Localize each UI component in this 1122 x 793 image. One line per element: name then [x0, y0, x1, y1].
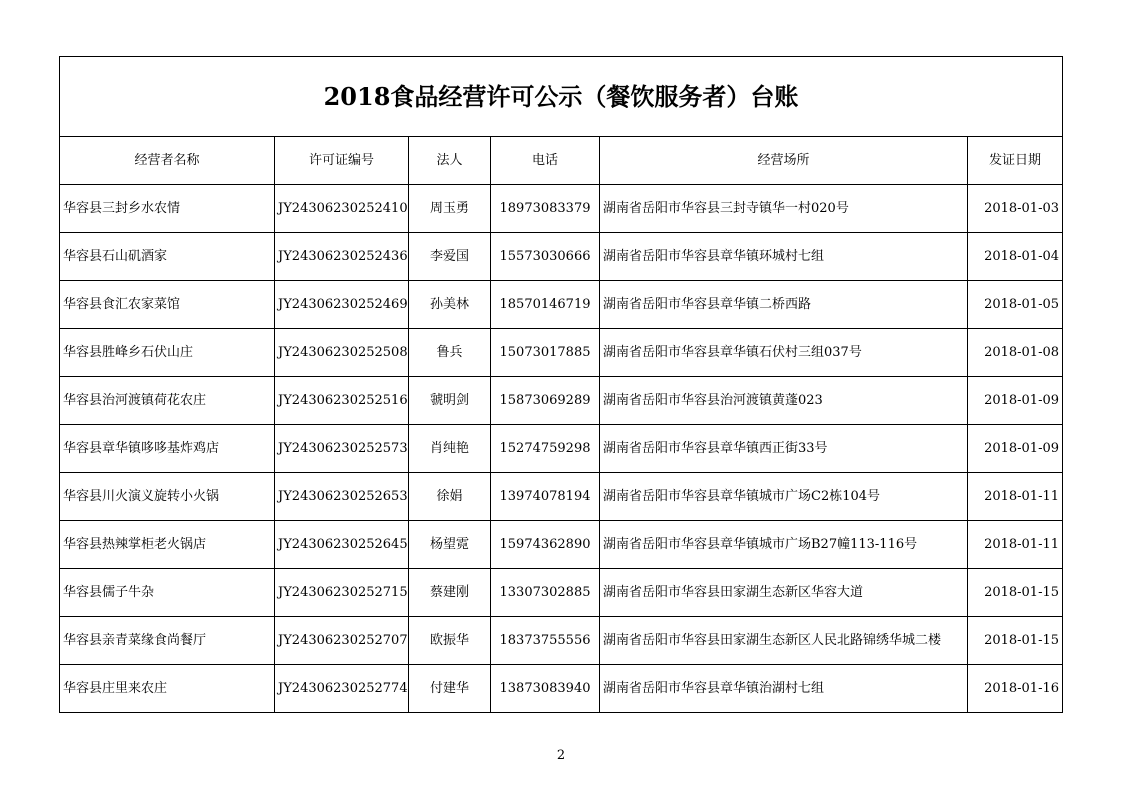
license-number-cell: JY24306230252436 — [275, 233, 409, 281]
document-title: 2018食品经营许可公示（餐饮服务者）台账 — [60, 57, 1063, 137]
business-address-cell: 湖南省岳阳市华容县田家湖生态新区华容大道 — [600, 569, 968, 617]
header-row — [60, 137, 1063, 185]
phone-cell: 15274759298 — [491, 425, 600, 473]
license-number-cell: JY24306230252508 — [275, 329, 409, 377]
page-number: 2 — [556, 748, 566, 763]
issue-date-cell: 2018-01-11 — [968, 473, 1063, 521]
business-address-cell: 湖南省岳阳市华容县章华镇治湖村七组 — [600, 665, 968, 713]
table-row — [60, 425, 1063, 473]
operator-name-cell: 华容县治河渡镇荷花农庄 — [60, 377, 275, 425]
issue-date-cell: 2018-01-15 — [968, 617, 1063, 665]
operator-name-cell: 华容县三封乡水农情 — [60, 185, 275, 233]
business-address-cell: 湖南省岳阳市华容县章华镇城市广场B27幢113-116号 — [600, 521, 968, 569]
issue-date-cell: 2018-01-16 — [968, 665, 1063, 713]
operator-name-cell: 华容县石山矶酒家 — [60, 233, 275, 281]
operator-name-cell: 华容县儒子牛杂 — [60, 569, 275, 617]
operator-name-cell: 华容县庄里来农庄 — [60, 665, 275, 713]
phone-cell: 13873083940 — [491, 665, 600, 713]
legal-person-cell: 付建华 — [409, 665, 491, 713]
business-address-cell: 湖南省岳阳市华容县三封寺镇华一村020号 — [600, 185, 968, 233]
issue-date-cell: 2018-01-09 — [968, 425, 1063, 473]
legal-person-cell: 杨望霓 — [409, 521, 491, 569]
table-row — [60, 185, 1063, 233]
table-row — [60, 473, 1063, 521]
legal-person-cell: 肖纯艳 — [409, 425, 491, 473]
operator-name-cell: 华容县热辣掌柜老火锅店 — [60, 521, 275, 569]
license-number-cell: JY24306230252516 — [275, 377, 409, 425]
phone-cell: 13307302885 — [491, 569, 600, 617]
license-number-cell: JY24306230252774 — [275, 665, 409, 713]
header-phone: 电话 — [491, 137, 600, 185]
license-number-cell: JY24306230252645 — [275, 521, 409, 569]
operator-name-cell: 华容县章华镇哆哆基炸鸡店 — [60, 425, 275, 473]
operator-name-cell: 华容县川火演义旋转小火锅 — [60, 473, 275, 521]
phone-cell: 15974362890 — [491, 521, 600, 569]
title-row — [60, 57, 1063, 137]
issue-date-cell: 2018-01-04 — [968, 233, 1063, 281]
table-row — [60, 281, 1063, 329]
operator-name-cell: 华容县食汇农家菜馆 — [60, 281, 275, 329]
table-row — [60, 377, 1063, 425]
license-number-cell: JY24306230252573 — [275, 425, 409, 473]
header-business-address: 经营场所 — [600, 137, 968, 185]
operator-name-cell: 华容县胜峰乡石伏山庄 — [60, 329, 275, 377]
operator-name-cell: 华容县亲青菜缘食尚餐厅 — [60, 617, 275, 665]
phone-cell: 18973083379 — [491, 185, 600, 233]
header-legal-person: 法人 — [409, 137, 491, 185]
business-address-cell: 湖南省岳阳市华容县田家湖生态新区人民北路锦绣华城二楼 — [600, 617, 968, 665]
business-address-cell: 湖南省岳阳市华容县章华镇西正街33号 — [600, 425, 968, 473]
phone-cell: 15573030666 — [491, 233, 600, 281]
table-row — [60, 569, 1063, 617]
business-address-cell: 湖南省岳阳市华容县章华镇城市广场C2栋104号 — [600, 473, 968, 521]
legal-person-cell: 徐娟 — [409, 473, 491, 521]
legal-person-cell: 周玉勇 — [409, 185, 491, 233]
business-address-cell: 湖南省岳阳市华容县章华镇二桥西路 — [600, 281, 968, 329]
header-issue-date: 发证日期 — [968, 137, 1063, 185]
issue-date-cell: 2018-01-09 — [968, 377, 1063, 425]
license-number-cell: JY24306230252715 — [275, 569, 409, 617]
business-address-cell: 湖南省岳阳市华容县章华镇环城村七组 — [600, 233, 968, 281]
issue-date-cell: 2018-01-03 — [968, 185, 1063, 233]
header-license-number: 许可证编号 — [275, 137, 409, 185]
issue-date-cell: 2018-01-08 — [968, 329, 1063, 377]
phone-cell: 15873069289 — [491, 377, 600, 425]
license-number-cell: JY24306230252653 — [275, 473, 409, 521]
table-row — [60, 233, 1063, 281]
license-ledger-table — [59, 56, 1063, 713]
table-row — [60, 521, 1063, 569]
issue-date-cell: 2018-01-05 — [968, 281, 1063, 329]
table-row — [60, 329, 1063, 377]
phone-cell: 13974078194 — [491, 473, 600, 521]
license-number-cell: JY24306230252469 — [275, 281, 409, 329]
legal-person-cell: 孙美林 — [409, 281, 491, 329]
issue-date-cell: 2018-01-11 — [968, 521, 1063, 569]
phone-cell: 15073017885 — [491, 329, 600, 377]
phone-cell: 18373755556 — [491, 617, 600, 665]
license-number-cell: JY24306230252707 — [275, 617, 409, 665]
phone-cell: 18570146719 — [491, 281, 600, 329]
header-operator-name: 经营者名称 — [60, 137, 275, 185]
legal-person-cell: 虢明剑 — [409, 377, 491, 425]
license-number-cell: JY24306230252410 — [275, 185, 409, 233]
legal-person-cell: 鲁兵 — [409, 329, 491, 377]
legal-person-cell: 欧振华 — [409, 617, 491, 665]
legal-person-cell: 李爱国 — [409, 233, 491, 281]
business-address-cell: 湖南省岳阳市华容县治河渡镇黄蓬023 — [600, 377, 968, 425]
business-address-cell: 湖南省岳阳市华容县章华镇石伏村三组037号 — [600, 329, 968, 377]
legal-person-cell: 蔡建刚 — [409, 569, 491, 617]
issue-date-cell: 2018-01-15 — [968, 569, 1063, 617]
table-row — [60, 617, 1063, 665]
table-row — [60, 665, 1063, 713]
